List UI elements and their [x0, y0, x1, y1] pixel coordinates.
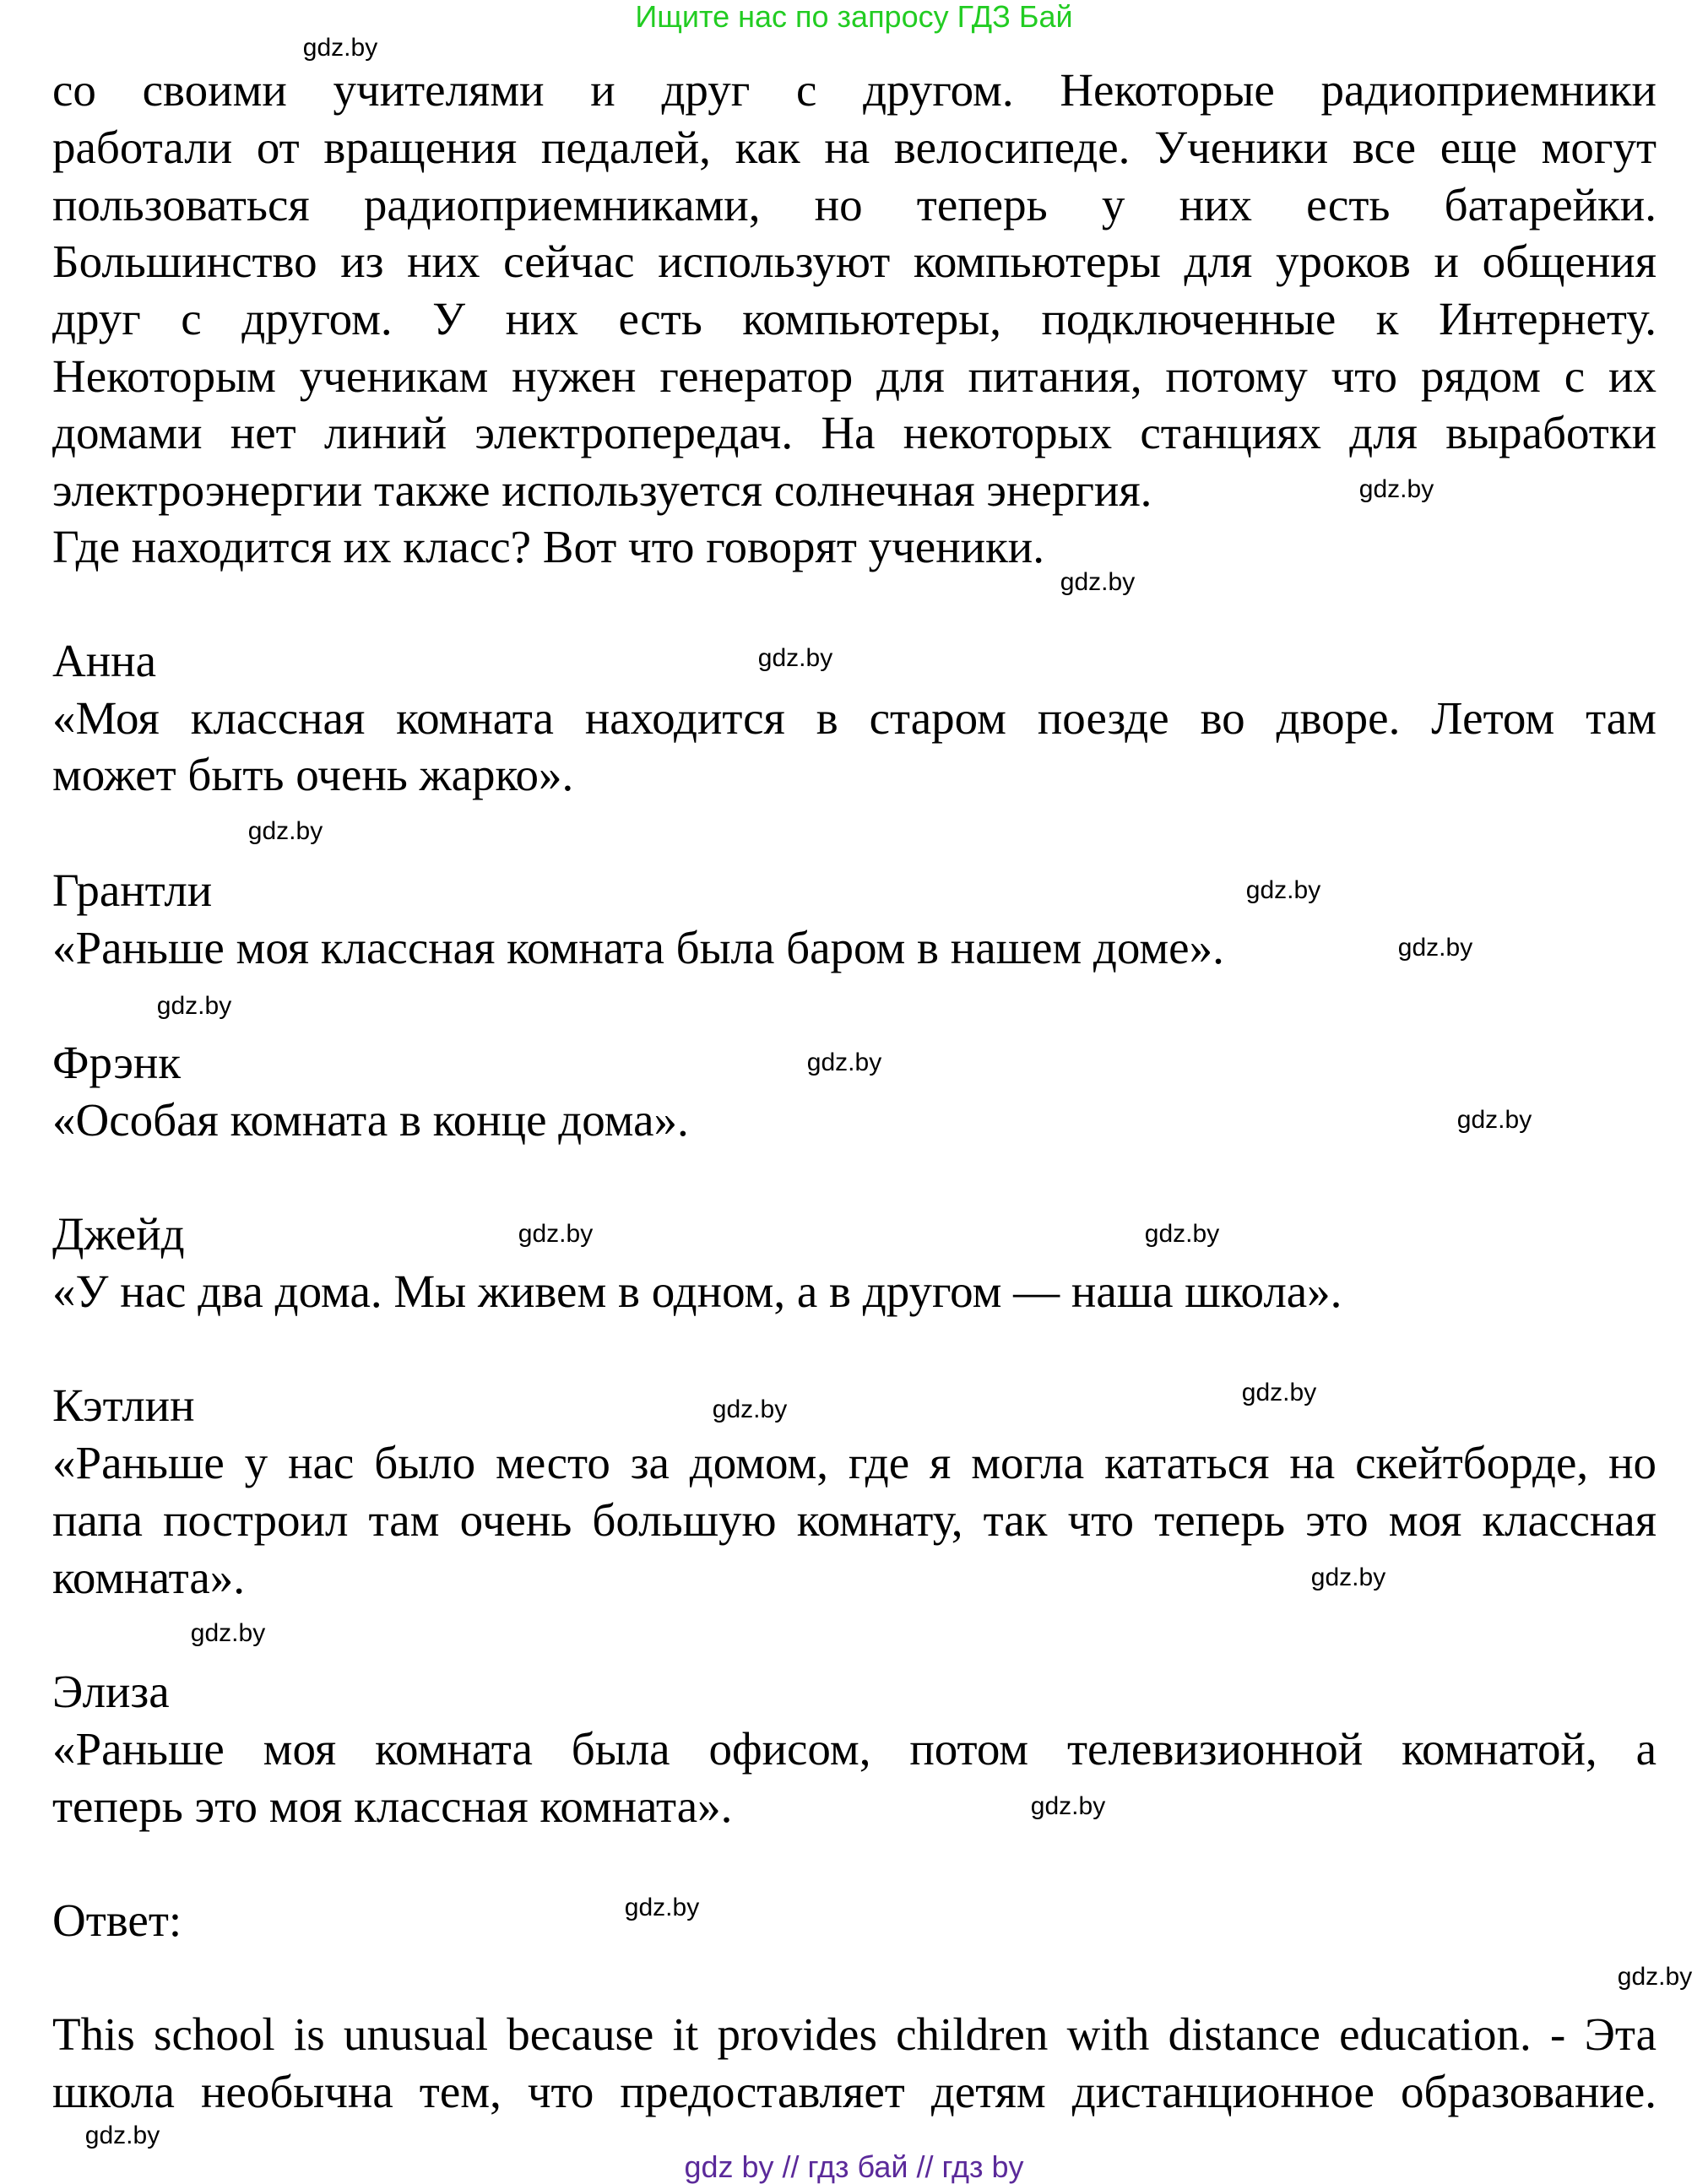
- quote-line: «Раньше моя комната была офисом, потом телевизионной комнатой, а: [52, 1723, 1656, 1775]
- watermark: gdz.by: [156, 992, 232, 1020]
- watermark: gdz.by: [1310, 1563, 1386, 1591]
- quote-line: «У нас два дома. Мы живем в одном, а в другом — наша школа».: [52, 1265, 1342, 1317]
- text-line: Большинство из них сейчас используют компьютеры для уроков и общения: [52, 236, 1656, 287]
- quote-line: теперь это моя классная комната».: [52, 1780, 733, 1832]
- text-line: со своими учителями и друг с другом. Некоторые радиоприемники: [52, 64, 1656, 116]
- watermark: gdz.by: [757, 644, 833, 672]
- watermark: gdz.by: [624, 1894, 700, 1921]
- answer-line: школа необычна тем, что предоставляет детям дистанционное образование.: [52, 2066, 1656, 2117]
- watermark: gdz.by: [1144, 1220, 1220, 1248]
- student-name: Элиза: [52, 1666, 170, 1717]
- text-line: Где находится их класс? Вот что говорят ученики.: [52, 521, 1044, 572]
- watermark: gdz.by: [1060, 568, 1136, 596]
- quote-line: папа построил там очень большую комнату, так что теперь это моя классная: [52, 1494, 1656, 1546]
- text-line: работали от вращения педалей, как на велосипеде. Ученики все еще могут: [52, 122, 1656, 173]
- footer-links[interactable]: gdz by // гдз бай // гдз by: [684, 2149, 1024, 2184]
- quote-line: комната».: [52, 1552, 245, 1603]
- student-name: Кэтлин: [52, 1379, 195, 1431]
- quote-line: «Моя классная комната находится в старом поезде во дворе. Летом там: [52, 692, 1656, 744]
- text-line: Некоторым ученикам нужен генератор для питания, потому что рядом с их: [52, 350, 1656, 402]
- text-line: друг с другом. У них есть компьютеры, подключенные к Интернету.: [52, 293, 1656, 344]
- watermark: gdz.by: [1241, 1379, 1317, 1406]
- quote-line: «Раньше моя классная комната была баром в нашем доме».: [52, 922, 1224, 973]
- quote-line: «Особая комната в конце дома».: [52, 1094, 689, 1146]
- watermark: gdz.by: [302, 34, 378, 62]
- quote-line: может быть очень жарко».: [52, 749, 574, 800]
- watermark: gdz.by: [1456, 1106, 1532, 1134]
- text-line: пользоваться радиоприемниками, но теперь у них есть батарейки.: [52, 179, 1656, 230]
- watermark: gdz.by: [712, 1395, 788, 1423]
- watermark: gdz.by: [518, 1220, 594, 1248]
- watermark: gdz.by: [247, 817, 323, 845]
- search-banner: Ищите нас по запросу ГДЗ Бай: [635, 0, 1073, 34]
- watermark: gdz.by: [190, 1619, 266, 1647]
- text-line: электроэнергии также используется солнечная энергия.: [52, 464, 1152, 516]
- student-name: Фрэнк: [52, 1037, 182, 1088]
- watermark: gdz.by: [1030, 1792, 1106, 1820]
- student-name: Джейд: [52, 1208, 185, 1260]
- text-line: домами нет линий электропередач. На некоторых станциях для выработки: [52, 407, 1656, 458]
- answer-line: This school is unusual because it provides children with distance education. - Эта: [52, 2008, 1656, 2060]
- watermark: gdz.by: [1245, 876, 1321, 904]
- watermark: gdz.by: [1358, 475, 1434, 503]
- watermark: gdz.by: [84, 2122, 160, 2149]
- quote-line: «Раньше у нас было место за домом, где я могла кататься на скейтборде, но: [52, 1437, 1656, 1488]
- student-name: Грантли: [52, 864, 213, 916]
- watermark: gdz.by: [1397, 934, 1473, 962]
- watermark: gdz.by: [806, 1049, 882, 1076]
- watermark: gdz.by: [1617, 1963, 1693, 1991]
- answer-label: Ответ:: [52, 1894, 182, 1946]
- student-name: Анна: [52, 635, 156, 686]
